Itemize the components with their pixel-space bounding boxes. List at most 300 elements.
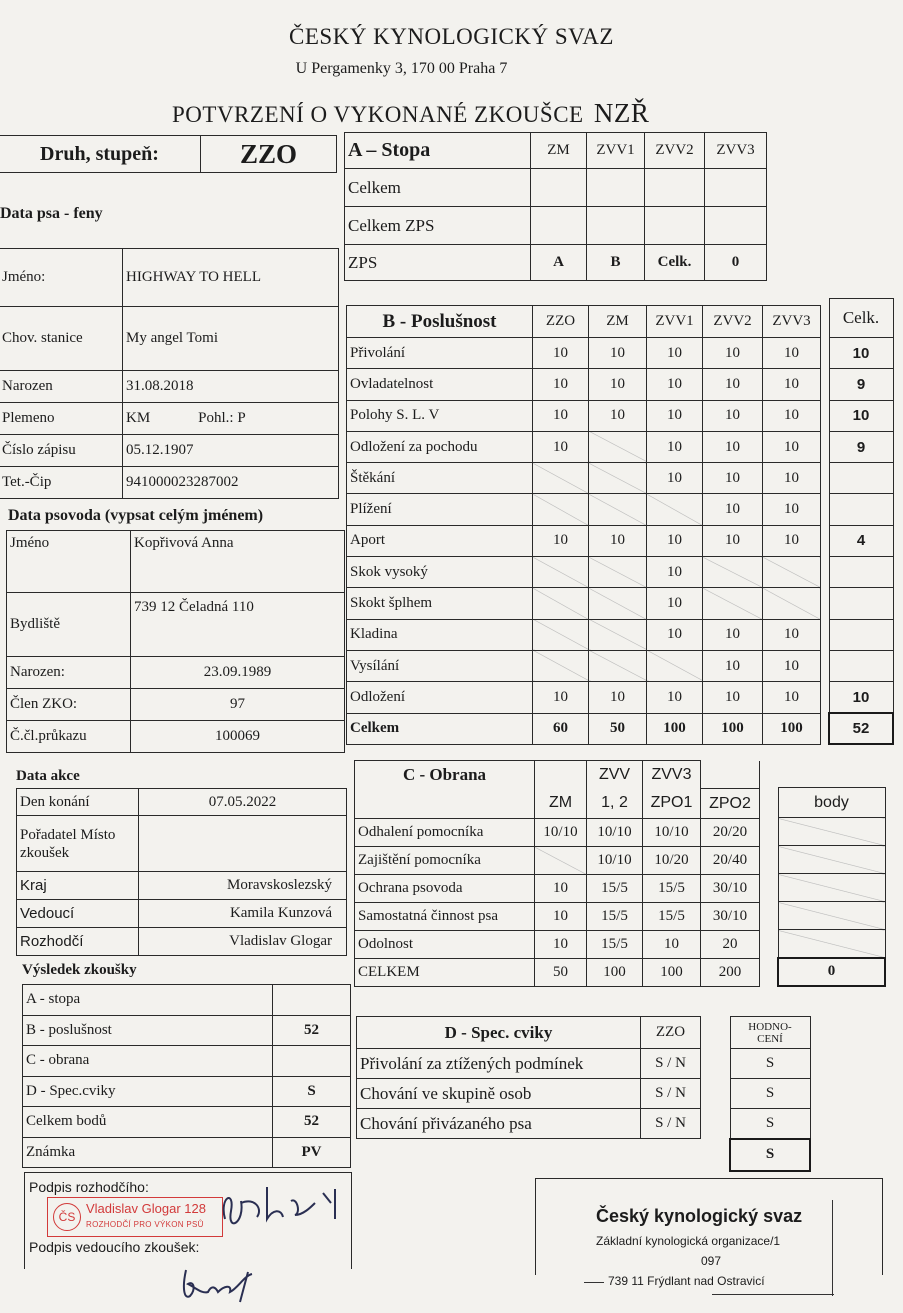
celk-column (828, 298, 894, 745)
dog-label: Tet.-Čip (0, 467, 123, 499)
dog-label: Chov. stanice (0, 307, 123, 371)
vysledek-value: 52 (273, 1107, 351, 1138)
handler-label: Č.čl.průkazu (7, 721, 131, 753)
akce-row (17, 900, 347, 928)
handler-row (7, 689, 345, 721)
score-cell: 10 (763, 338, 821, 369)
org-stamp-border (832, 1200, 833, 1296)
celk-cell: 10 (829, 400, 893, 431)
dog-row (0, 435, 339, 467)
exercise-label: Odložení (347, 682, 533, 713)
spec-label: Přivolání za ztížených podmínek (357, 1049, 641, 1079)
spec-row (357, 1109, 701, 1139)
zps-label: ZPS (345, 245, 531, 281)
dog-value (123, 403, 339, 435)
spec-title: D - Spec. cviky (357, 1017, 641, 1049)
obrana-body-column (777, 787, 886, 987)
celk-row (829, 682, 893, 713)
obrana-col-header: 1, 2 (587, 789, 643, 819)
handler-label: Jméno (7, 531, 131, 593)
obrana-body-header: body (778, 788, 885, 818)
handler-label: Narozen: (7, 657, 131, 689)
obrana-cell: 15/5 (587, 903, 643, 931)
score-cell (589, 463, 647, 494)
obrana-cell: 15/5 (643, 903, 701, 931)
score-cell: 10 (533, 431, 589, 462)
obrana-cell: 100 (587, 959, 643, 987)
akce-row (17, 789, 347, 816)
obrana-row (355, 875, 760, 903)
stamp-logo-icon: ČS (53, 1203, 81, 1231)
score-cell (647, 494, 703, 525)
obrana-cell: 20/20 (701, 819, 760, 847)
exercise-label: Celkem (347, 713, 533, 744)
vysledek-value: 52 (273, 1015, 351, 1046)
celk-cell: 4 (829, 525, 893, 556)
score-cell: 10 (647, 400, 703, 431)
exercise-label: Přivolání (347, 338, 533, 369)
poslusnost-total-row (347, 713, 821, 744)
akce-value: Vladislav Glogar (139, 928, 347, 956)
poslusnost-row (347, 431, 821, 462)
score-cell: 100 (703, 713, 763, 744)
score-cell: 50 (589, 713, 647, 744)
hodnoceni-column (729, 1016, 811, 1172)
dog-value: 31.08.2018 (123, 371, 339, 403)
celk-cell: 9 (829, 369, 893, 400)
obrana-body (355, 819, 760, 987)
obrana-cell: 20/40 (701, 847, 760, 875)
poslusnost-row (347, 557, 821, 588)
obrana-cell: 15/5 (587, 931, 643, 959)
obrana-cell: 10/10 (643, 819, 701, 847)
akce-table (16, 788, 347, 956)
exercise-label: Odložení za pochodu (347, 431, 533, 462)
spec-row (357, 1079, 701, 1109)
dog-label: Narozen (0, 371, 123, 403)
score-cell: 10 (703, 400, 763, 431)
obrana-cell: 10/10 (587, 819, 643, 847)
celk-row (829, 525, 893, 556)
celk-row (829, 369, 893, 400)
exercise-label: Vysílání (347, 650, 533, 681)
score-cell: 10 (703, 682, 763, 713)
obrana-col-header: ZPO2 (701, 789, 760, 819)
akce-row (17, 928, 347, 956)
score-cell (589, 431, 647, 462)
obrana-h-zvv: ZVV (587, 761, 643, 789)
hodnoceni-cell: S (730, 1109, 810, 1139)
judge-signature-icon (211, 1179, 351, 1235)
stopa-col-header: ZVV2 (645, 133, 705, 169)
celk-row (829, 619, 893, 650)
leader-signature-icon (178, 1262, 268, 1306)
obrana-total: 0 (778, 958, 885, 986)
poslusnost-row (347, 619, 821, 650)
obrana-cell: 20 (701, 931, 760, 959)
dog-value: 05.12.1907 (123, 435, 339, 467)
poslusnost-title: B - Poslušnost (347, 306, 533, 338)
leader-signature-label: Podpis vedoucího zkoušek: (29, 1239, 200, 1255)
posl-col-header: ZM (589, 306, 647, 338)
exercise-label: Skok vysoký (347, 557, 533, 588)
document-title-text: POTVRZENÍ O VYKONANÉ ZKOUŠCE (172, 102, 584, 127)
score-cell: 10 (703, 431, 763, 462)
obrana-cell: 10/20 (643, 847, 701, 875)
sex-value: Pohl.: P (198, 410, 246, 426)
spec-body (357, 1049, 701, 1139)
score-cell: 10 (647, 525, 703, 556)
obrana-cell: 10/10 (587, 847, 643, 875)
dog-table (0, 248, 339, 499)
vysledek-row (23, 1137, 351, 1168)
stamp-name: Vladislav Glogar 128 (86, 1201, 206, 1216)
akce-row (17, 872, 347, 900)
obrana-cell: 30/10 (701, 875, 760, 903)
obrana-cell: 200 (701, 959, 760, 987)
celk-row (829, 338, 893, 369)
spec-zzo-cell: S / N (641, 1049, 701, 1079)
posl-col-header: ZVV1 (647, 306, 703, 338)
score-cell: 10 (763, 619, 821, 650)
vysledek-value (273, 1046, 351, 1077)
akce-label: Rozhodčí (17, 928, 139, 956)
obrana-cell: 10 (535, 903, 587, 931)
score-cell: 10 (763, 369, 821, 400)
score-cell: 10 (647, 431, 703, 462)
obrana-row (355, 819, 760, 847)
score-cell: 10 (589, 525, 647, 556)
hodnoceni-body (730, 1049, 810, 1139)
score-cell (589, 650, 647, 681)
obrana-title: C - Obrana (355, 761, 535, 789)
document-title-suffix: NZŘ (593, 98, 650, 128)
posl-col-header: ZVV3 (763, 306, 821, 338)
document-title (172, 98, 649, 129)
celk-cell: 10 (829, 682, 893, 713)
poslusnost-total: 52 (829, 713, 893, 744)
akce-value (139, 816, 347, 872)
obrana-row (355, 959, 760, 987)
obrana-table (354, 760, 760, 987)
obrana-cell: 10/10 (535, 819, 587, 847)
poslusnost-row (347, 463, 821, 494)
score-cell: 10 (703, 463, 763, 494)
akce-label: Den konání (17, 789, 139, 816)
akce-value: Moravskoslezský (139, 872, 347, 900)
judge-signature-label: Podpis rozhodčího: (29, 1179, 149, 1195)
celk-row (829, 400, 893, 431)
poslusnost-row (347, 494, 821, 525)
stopa-row (345, 169, 767, 207)
score-cell: 10 (647, 338, 703, 369)
org-stamp-line4: 739 11 Frýdlant nad Ostravicí (608, 1274, 765, 1288)
dog-value: 941000023287002 (123, 467, 339, 499)
vysledek-row (23, 1015, 351, 1046)
poslusnost-body (347, 338, 821, 745)
obrana-cell: 100 (643, 959, 701, 987)
vysledek-label: Celkem bodů (23, 1107, 273, 1138)
obrana-col-header: ZM (535, 789, 587, 819)
vysledek-body (23, 985, 351, 1168)
score-cell (703, 557, 763, 588)
obrana-row (355, 931, 760, 959)
dog-row (0, 403, 339, 435)
spec-table (356, 1016, 701, 1139)
vysledek-row (23, 1107, 351, 1138)
exercise-label: Aport (347, 525, 533, 556)
score-cell: 10 (589, 369, 647, 400)
org-stamp-border (712, 1294, 834, 1295)
exercise-label: Ovladatelnost (347, 369, 533, 400)
score-cell (533, 494, 589, 525)
posl-col-header: ZVV2 (703, 306, 763, 338)
obrana-label: Odhalení pomocníka (355, 819, 535, 847)
hodnoceni-row (730, 1079, 810, 1109)
hodnoceni-line2: CENÍ (757, 1032, 783, 1045)
dog-value: My angel Tomi (123, 307, 339, 371)
org-stamp-line1: Český kynologický svaz (596, 1206, 803, 1226)
handler-row (7, 531, 345, 593)
score-cell: 100 (763, 713, 821, 744)
org-stamp (582, 1196, 840, 1298)
poslusnost-row (347, 682, 821, 713)
celk-cell: 10 (829, 338, 893, 369)
handler-value: 97 (131, 689, 345, 721)
handler-value: 23.09.1989 (131, 657, 345, 689)
signature-box (24, 1172, 352, 1269)
obrana-cell: 15/5 (643, 875, 701, 903)
score-cell: 10 (763, 650, 821, 681)
score-cell: 10 (647, 557, 703, 588)
stopa-row (345, 207, 767, 245)
akce-value: Kamila Kunzová (139, 900, 347, 928)
obrana-row (355, 903, 760, 931)
poslusnost-row (347, 338, 821, 369)
dog-value: HIGHWAY TO HELL (123, 249, 339, 307)
score-cell: 10 (533, 682, 589, 713)
posl-col-header: ZZO (533, 306, 589, 338)
poslusnost-row (347, 525, 821, 556)
org-stamp-dash (584, 1282, 604, 1283)
obrana-cell: 10 (535, 931, 587, 959)
druh-label: Druh, stupeň: (0, 136, 201, 173)
org-stamp-line3: 097 (700, 1254, 722, 1268)
poslusnost-table (346, 305, 821, 745)
score-cell: 10 (647, 369, 703, 400)
handler-value: 739 12 Čeladná 110 (131, 593, 345, 657)
celk-row (829, 557, 893, 588)
handler-row (7, 657, 345, 689)
score-cell (589, 494, 647, 525)
vysledek-label: D - Spec.cviky (23, 1076, 273, 1107)
akce-row (17, 816, 347, 872)
exercise-label: Kladina (347, 619, 533, 650)
org-address: U Pergamenky 3, 170 00 Praha 7 (295, 60, 508, 77)
akce-label: Vedoucí (17, 900, 139, 928)
score-cell (589, 588, 647, 619)
score-cell (533, 650, 589, 681)
celk-row (829, 588, 893, 619)
vysledek-value: S (273, 1076, 351, 1107)
score-cell (763, 557, 821, 588)
poslusnost-row (347, 588, 821, 619)
score-cell: 10 (533, 338, 589, 369)
obrana-cell: 30/10 (701, 903, 760, 931)
vysledek-row (23, 1046, 351, 1077)
exercise-label: Plížení (347, 494, 533, 525)
stopa-title: A – Stopa (345, 133, 531, 169)
score-cell: 10 (763, 431, 821, 462)
stopa-col-header: ZVV3 (705, 133, 767, 169)
celk-row (829, 494, 893, 525)
score-cell: 100 (647, 713, 703, 744)
dog-label: Číslo zápisu (0, 435, 123, 467)
score-cell: 10 (703, 369, 763, 400)
akce-value: 07.05.2022 (139, 789, 347, 816)
score-cell: 10 (647, 619, 703, 650)
obrana-label: Ochrana psovoda (355, 875, 535, 903)
zps-value: 0 (705, 245, 767, 281)
druh-value: ZZO (201, 136, 337, 173)
score-cell: 10 (647, 463, 703, 494)
celk-cell (829, 650, 893, 681)
celk-cell (829, 557, 893, 588)
vysledek-label: C - obrana (23, 1046, 273, 1077)
score-cell: 10 (703, 650, 763, 681)
dog-row (0, 467, 339, 499)
dog-section-title: Data psa - feny (0, 205, 103, 222)
vysledek-value: PV (273, 1137, 351, 1168)
score-cell: 10 (763, 525, 821, 556)
score-cell: 10 (763, 400, 821, 431)
handler-label: Bydliště (7, 593, 131, 657)
celk-cell: 9 (829, 431, 893, 462)
hodnoceni-cell: S (730, 1079, 810, 1109)
celk-row (829, 463, 893, 494)
judge-stamp (47, 1197, 223, 1237)
stopa-row (345, 245, 767, 281)
hodnoceni-row (730, 1109, 810, 1139)
score-cell (533, 557, 589, 588)
score-cell: 10 (533, 525, 589, 556)
celk-cell (829, 494, 893, 525)
zps-b: B (587, 245, 645, 281)
exercise-label: Polohy S. L. V (347, 400, 533, 431)
zps-a: A (531, 245, 587, 281)
vysledek-label: B - poslušnost (23, 1015, 273, 1046)
score-cell (703, 588, 763, 619)
celk-cell (829, 463, 893, 494)
score-cell: 10 (703, 619, 763, 650)
stopa-col-header: ZM (531, 133, 587, 169)
poslusnost-row (347, 650, 821, 681)
handler-value: 100069 (131, 721, 345, 753)
obrana-label: Zajištění pomocníka (355, 847, 535, 875)
vysledek-table (22, 984, 351, 1168)
vysledek-section-title: Výsledek zkoušky (22, 962, 137, 978)
obrana-label: CELKEM (355, 959, 535, 987)
obrana-cell: 50 (535, 959, 587, 987)
stopa-row-label: Celkem ZPS (345, 207, 531, 245)
vysledek-label: Známka (23, 1137, 273, 1168)
akce-label: Kraj (17, 872, 139, 900)
spec-zzo-cell: S / N (641, 1109, 701, 1139)
hodnoceni-line1: HODNO- (748, 1020, 792, 1033)
obrana-cell: 10 (643, 931, 701, 959)
poslusnost-row (347, 369, 821, 400)
score-cell: 10 (763, 682, 821, 713)
score-cell: 10 (533, 369, 589, 400)
score-cell: 10 (647, 588, 703, 619)
obrana-cell: 15/5 (587, 875, 643, 903)
dog-row (0, 307, 339, 371)
celk-row (829, 650, 893, 681)
handler-row (7, 593, 345, 657)
stamp-subtitle: ROZHODČÍ PRO VÝKON PSŮ (86, 1220, 204, 1229)
celk-cell (829, 619, 893, 650)
vysledek-label: A - stopa (23, 985, 273, 1016)
obrana-row (355, 847, 760, 875)
spec-col-header: ZZO (641, 1017, 701, 1049)
dog-label: Jméno: (0, 249, 123, 307)
celk-row (829, 713, 893, 744)
score-cell: 10 (763, 494, 821, 525)
stopa-col-header: ZVV1 (587, 133, 645, 169)
score-cell (533, 619, 589, 650)
akce-section-title: Data akce (16, 768, 80, 784)
spec-row (357, 1049, 701, 1079)
dog-row (0, 249, 339, 307)
handler-section-title: Data psovoda (vypsat celým jménem) (8, 507, 264, 524)
score-cell (589, 557, 647, 588)
score-cell: 10 (647, 682, 703, 713)
obrana-cell (535, 847, 587, 875)
score-cell: 10 (763, 463, 821, 494)
org-title: ČESKÝ KYNOLOGICKÝ SVAZ (289, 24, 614, 49)
score-cell: 10 (703, 494, 763, 525)
score-cell (533, 588, 589, 619)
score-cell: 10 (589, 400, 647, 431)
celk-body (829, 338, 893, 745)
celk-cell (829, 588, 893, 619)
spec-label: Chování přivázaného psa (357, 1109, 641, 1139)
poslusnost-row (347, 400, 821, 431)
score-cell: 10 (703, 338, 763, 369)
handler-table (6, 530, 345, 753)
handler-row (7, 721, 345, 753)
hodnoceni-header (730, 1017, 810, 1049)
score-cell: 10 (589, 682, 647, 713)
spec-label: Chování ve skupině osob (357, 1079, 641, 1109)
hodnoceni-cell: S (730, 1049, 810, 1079)
score-cell (763, 588, 821, 619)
score-cell: 10 (703, 525, 763, 556)
breed-value: KM (126, 410, 151, 426)
obrana-cell: 10 (535, 875, 587, 903)
stopa-table (344, 132, 767, 281)
dog-label: Plemeno (0, 403, 123, 435)
stopa-row-label: Celkem (345, 169, 531, 207)
zps-celk-label: Celk. (645, 245, 705, 281)
handler-value: Kopřivová Anna (131, 531, 345, 593)
obrana-col-header: ZPO1 (643, 789, 701, 819)
celk-header: Celk. (829, 299, 893, 338)
score-cell: 60 (533, 713, 589, 744)
spec-total: S (730, 1139, 810, 1171)
handler-label: Člen ZKO: (7, 689, 131, 721)
score-cell: 10 (589, 338, 647, 369)
